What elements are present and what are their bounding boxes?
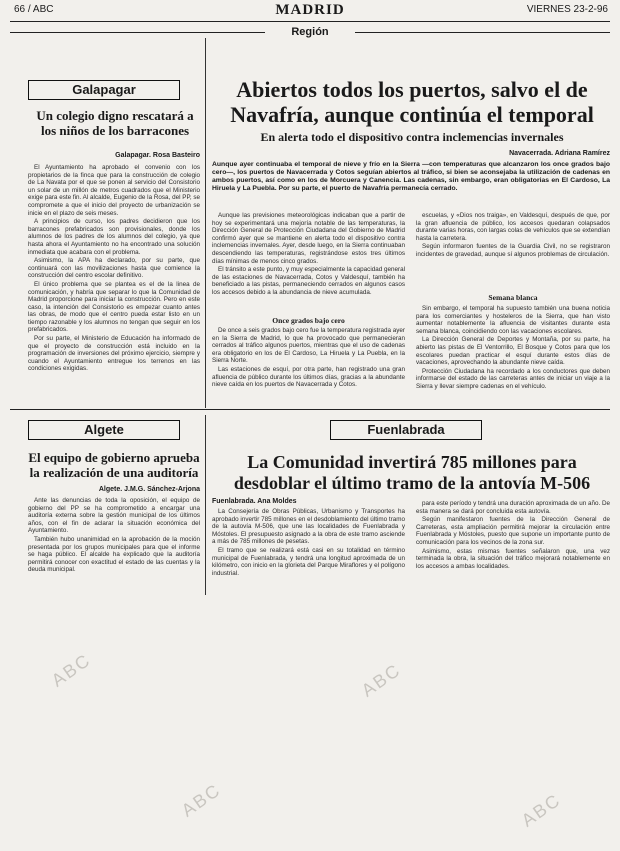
fuenlabrada-col2 [416, 500, 610, 588]
body-paragraph: Protección Ciudadana ha recordado a los conductores que deben informarse del estado de las carreteras antes de iniciar un viaje a la Sierra y llevar siempre cadenas en el vehículo. [416, 367, 610, 390]
main-col1 [212, 212, 405, 312]
body-paragraph: Según informaron fuentes de la Guardia Civil, no se registraron incidentes de gravedad, aunque sí algunos problemas de circulación. [416, 243, 610, 258]
main-col2b [416, 305, 610, 401]
body-paragraph: La Consejería de Obras Públicas, Urbanismo y Transportes ha aprobado invertir 785 millones en el desdoblamiento del último tramo de la autovía M-506, que une las localidades de Fuenlabrada y Móstoles. El presupuesto asignado a la obra de este tramo asciende a más de 785 millones de pesetas. [212, 508, 405, 546]
body-paragraph: Según manifestaron fuentes de la Dirección General de Carreteras, esta ampliación permitirá mejorar la circulación entre Fuenlabrada y Móstoles, puesto que supone un importante punto de comunicación para los vecinos de la zona sur. [416, 516, 610, 546]
body-paragraph: A principios de curso, los padres decidieron que los barracones prefabricados son provisionales, donde los alumnos de los padres de los alumnos del colegio, ya que hasta ahora el Ayuntamiento no ha encontrado una solución inmediata que acabara con el problema. [28, 218, 200, 256]
algete-byline: Algete. J.M.G. Sánchez-Arjona [98, 486, 200, 493]
region-rule-left [10, 32, 265, 33]
body-paragraph: La Dirección General de Deportes y Montaña, por su parte, ha abierto las pistas de El Ventorrillo, El Bosque y Cotos para que los escolares puedan practicar el esquí durante estos días de vacaciones, aprovechando la abundante nieve caída. [416, 336, 610, 367]
algete-label: Algete [28, 420, 180, 440]
body-paragraph: Asimismo, estas mismas fuentes señalaron que, una vez terminada la obra, la situación del tráfico mejorará notablemente en los accesos a ambas localidades. [416, 547, 610, 570]
galapagar-label: Galapagar [28, 80, 180, 100]
region-rule-right [355, 32, 610, 33]
galapagar-byline: Galapagar. Rosa Basteiro [115, 152, 200, 159]
algete-headline: El equipo de gobierno aprueba la realización de una auditoría [28, 450, 200, 480]
body-paragraph: Por su parte, el Ministerio de Educación ha informado de que el proyecto de construcción está incluido en la programación de inversiones del próximo ejercicio, siempre y cuando el Ayuntamiento entregue los terrenos en las condiciones exigidas. [28, 335, 200, 373]
watermark: ABC [47, 649, 95, 691]
main-headline: Abiertos todos los puertos, salvo el de Navafría, aunque continúa el temporal [230, 77, 594, 127]
body-paragraph: De once a seis grados bajo cero fue la temperatura registrada ayer en la Sierra de Madrid, lo que ha provocado que permanecieran cerrados al tráfico algunos puertos, mientras que el uso de cadenas era obligatorio en los de El Cardoso, La Hiruela y La Puebla, en la Sierra Norte. [212, 327, 405, 365]
body-paragraph: Sin embargo, el temporal ha supuesto también una buena noticia para los comerciantes y hosteleros de la Sierra, que han visto aumentar notablemente la afluencia de visitantes durante esta semana blanca, coincidiendo con las vacaciones escolares. [416, 305, 610, 335]
watermark: ABC [357, 659, 405, 701]
fuenlabrada-byline: Fuenlabrada. Ana Moldes [212, 498, 297, 505]
body-paragraph: El tramo que se realizará está casi en su totalidad en término municipal de Fuenlabrada, y tendrá una longitud aproximada de un kilómetro, con inicio en la glorieta del Parque Miraflores y el polígono industrial. [212, 546, 405, 577]
main-col1b [212, 327, 405, 401]
region-label: Región [291, 26, 329, 38]
page-number: 66 / ABC [14, 4, 54, 15]
header-rule [10, 21, 610, 22]
column-divider [205, 38, 206, 408]
galapagar-body [28, 164, 200, 400]
fuenlabrada-headline: La Comunidad invertirá 785 millones para desdoblar el último tramo de la antovía M-506 [233, 452, 591, 493]
main-lead: Aunque ayer continuaba el temporal de nieve y frío en la Sierra —con temperaturas que alcanzaron los once grados bajo cero—, los puertos de Navacerrada y Cotos seguían abiertos al tráfico, si bien se aconsejaba la utilización de cadenas en ambos puertos, así como en los de Morcuera y Canencia. Las cadenas, sin embargo, eran obligatorias en El Cardoso, La Hiruela y La Puebla. Por su parte, el puerto de Navafría permanecía cerrado. [212, 161, 610, 192]
body-paragraph: Las estaciones de esquí, por otra parte, han registrado una gran afluencia de público durante los últimos días, gracias a la abundante nieve caída en los puertos de Navacerrada y Cotos. [212, 365, 405, 389]
body-paragraph: El único problema que se plantea es el de la linea de comunicación, y habría que separar lo que la Comunidad de Madrid proporcione para iniciar la construcción. Pero en este caso, la intención del Consistorio es empezar cuanto antes las obras, de modo que el centro pueda estar listo en un tiempo razonable y los alumnos no tengan que seguir en los prefabricados. [28, 280, 200, 334]
watermark: ABC [517, 789, 565, 831]
column-divider-lower [205, 415, 206, 595]
main-col2-subhead: Semana blanca [488, 293, 538, 302]
body-paragraph: escuelas, y «Dios nos traiga», en Valdesquí, después de que, por la gran afluencia de público, los accesos quedaran colapsados durante varias horas, con largas colas de vehículos que se extendían hasta la carretera. [416, 212, 610, 242]
section-title: MADRID [275, 2, 345, 18]
body-paragraph: También hubo unanimidad en la aprobación de la moción presentada por los grupos municipales para que el informe se haga público. El alcalde ha explicado que la auditoría permitirá conocer con exactitud el estado de las cuentas y la deuda municipal. [28, 535, 200, 574]
page-date: VIERNES 23-2-96 [526, 4, 608, 15]
body-paragraph: Aunque las previsiones meteorológicas indicaban que a partir de hoy se experimentará una mejoría notable de las temperaturas, la Dirección General de Protección Ciudadana del Gobierno de Madrid confirmó ayer que se mantiene en alerta todo el dispositivo contra inclemencias invernales. Ayer, desde luego, en la Sierra continuaban descendiendo las temperaturas, registrándose estos tres últimos días mínimas de menos cinco grados. [212, 212, 405, 265]
body-paragraph: Ante las denuncias de toda la oposición, el equipo de gobierno del PP se ha comprometido a encargar una auditoría externa sobre la gestión municipal de los últimos años, con el fin de aclarar la situación económica del Ayuntamiento. [28, 497, 200, 535]
section-rule [10, 409, 610, 410]
main-col1-subhead: Once grados bajo cero [272, 316, 345, 325]
fuenlabrada-label: Fuenlabrada [330, 420, 482, 440]
algete-body [28, 497, 200, 587]
body-paragraph: para este período y tendrá una duración aproximada de un año. De esta manera se dará por concluida esta autovía. [416, 500, 610, 515]
galapagar-headline: Un colegio digno rescatará a los niños de los barracones [36, 108, 194, 138]
main-byline: Navacerrada. Adriana Ramírez [509, 150, 610, 157]
body-paragraph: El tránsito a este punto, y muy especialmente la capacidad general de las estaciones de Navacerrada, Cotos y Valdesquí, también ha beneficiado a las pistas, permaneciendo cerrados en algunos casos los accesos debido a la abundancia de nieve acumulada. [212, 266, 405, 296]
fuenlabrada-col1 [212, 508, 405, 588]
main-subheadline: En alerta todo el dispositivo contra inclemencias invernales [260, 130, 564, 144]
main-col2 [416, 212, 610, 290]
body-paragraph: El Ayuntamiento ha aprobado el convenio con los propietarios de la finca que para la construcción de colegio de La Navata por el que se ponen al servicio del Consistorio un solar de un millón de metros cuadrados que el Ministerio exige para este fin. Al alcalde, Eugenio de la Rosa, del PP, se compromete a que el inicio del proyecto de urbanización se inicie en el plazo de seis meses. [28, 164, 200, 217]
body-paragraph: Asimismo, la APA ha declarado, por su parte, que continuará con las movilizaciones hasta que comience la construcción del centro escolar definitivo. [28, 257, 200, 280]
watermark: ABC [177, 779, 225, 821]
